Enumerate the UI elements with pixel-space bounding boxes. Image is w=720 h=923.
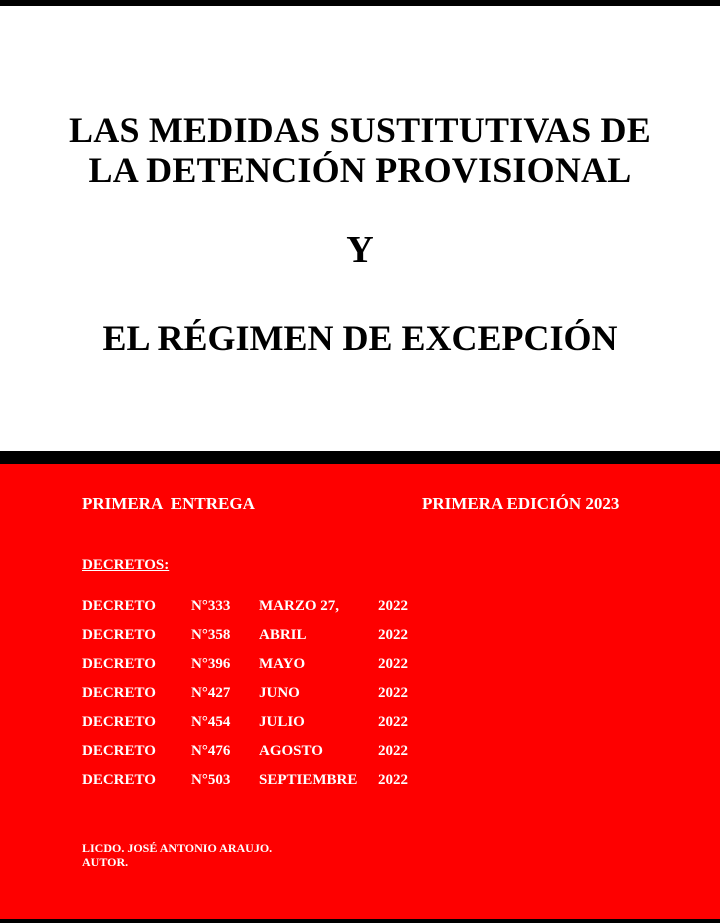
decree-label: DECRETO: [82, 743, 156, 759]
decree-year: 2022: [378, 743, 408, 759]
decree-row: [82, 626, 482, 655]
decree-month: SEPTIEMBRE: [259, 772, 358, 788]
decree-month: ABRIL: [259, 627, 307, 643]
decree-label: DECRETO: [82, 627, 156, 643]
bottom-border: [0, 919, 720, 923]
decree-month: JULIO: [259, 714, 305, 730]
title-line-1: LAS MEDIDAS SUSTITUTIVAS DE: [69, 110, 651, 150]
title-conjunction: Y: [346, 229, 374, 271]
decree-year: 2022: [378, 685, 408, 701]
decree-list: [82, 597, 482, 800]
installment-label: PRIMERA ENTREGA: [82, 494, 255, 513]
decree-row: [82, 655, 482, 684]
decree-label: DECRETO: [82, 656, 156, 672]
decree-number: N°358: [191, 627, 231, 643]
decree-label: DECRETO: [82, 772, 156, 788]
cover-title-area: [0, 6, 720, 451]
decree-number: N°333: [191, 598, 231, 614]
decree-month: AGOSTO: [259, 743, 323, 759]
edition-label: PRIMERA EDICIÓN 2023: [422, 494, 620, 513]
author-name: LICDO. JOSÉ ANTONIO ARAUJO.: [82, 841, 273, 855]
decrees-heading: DECRETOS:: [82, 557, 170, 573]
red-info-panel: [0, 464, 720, 919]
decree-month: MARZO 27,: [259, 598, 339, 614]
decree-row: [82, 713, 482, 742]
decree-row: [82, 771, 482, 800]
decree-label: DECRETO: [82, 714, 156, 730]
decree-month: MAYO: [259, 656, 306, 672]
author-role: AUTOR.: [82, 855, 129, 869]
decree-year: 2022: [378, 627, 408, 643]
divider-bar: [0, 451, 720, 464]
decree-year: 2022: [378, 656, 408, 672]
decree-year: 2022: [378, 714, 408, 730]
decree-number: N°396: [191, 656, 231, 672]
decree-number: N°503: [191, 772, 231, 788]
decree-number: N°454: [191, 714, 231, 730]
decree-month: JUNO: [259, 685, 300, 701]
title-line-2: LA DETENCIÓN PROVISIONAL: [88, 150, 632, 190]
decree-number: N°427: [191, 685, 231, 701]
subtitle: EL RÉGIMEN DE EXCEPCIÓN: [102, 318, 618, 358]
decree-label: DECRETO: [82, 598, 156, 614]
decree-label: DECRETO: [82, 685, 156, 701]
decree-row: [82, 684, 482, 713]
decree-row: [82, 742, 482, 771]
decree-row: [82, 597, 482, 626]
decree-year: 2022: [378, 598, 408, 614]
author-block: [82, 841, 272, 869]
decree-year: 2022: [378, 772, 408, 788]
decree-number: N°476: [191, 743, 231, 759]
